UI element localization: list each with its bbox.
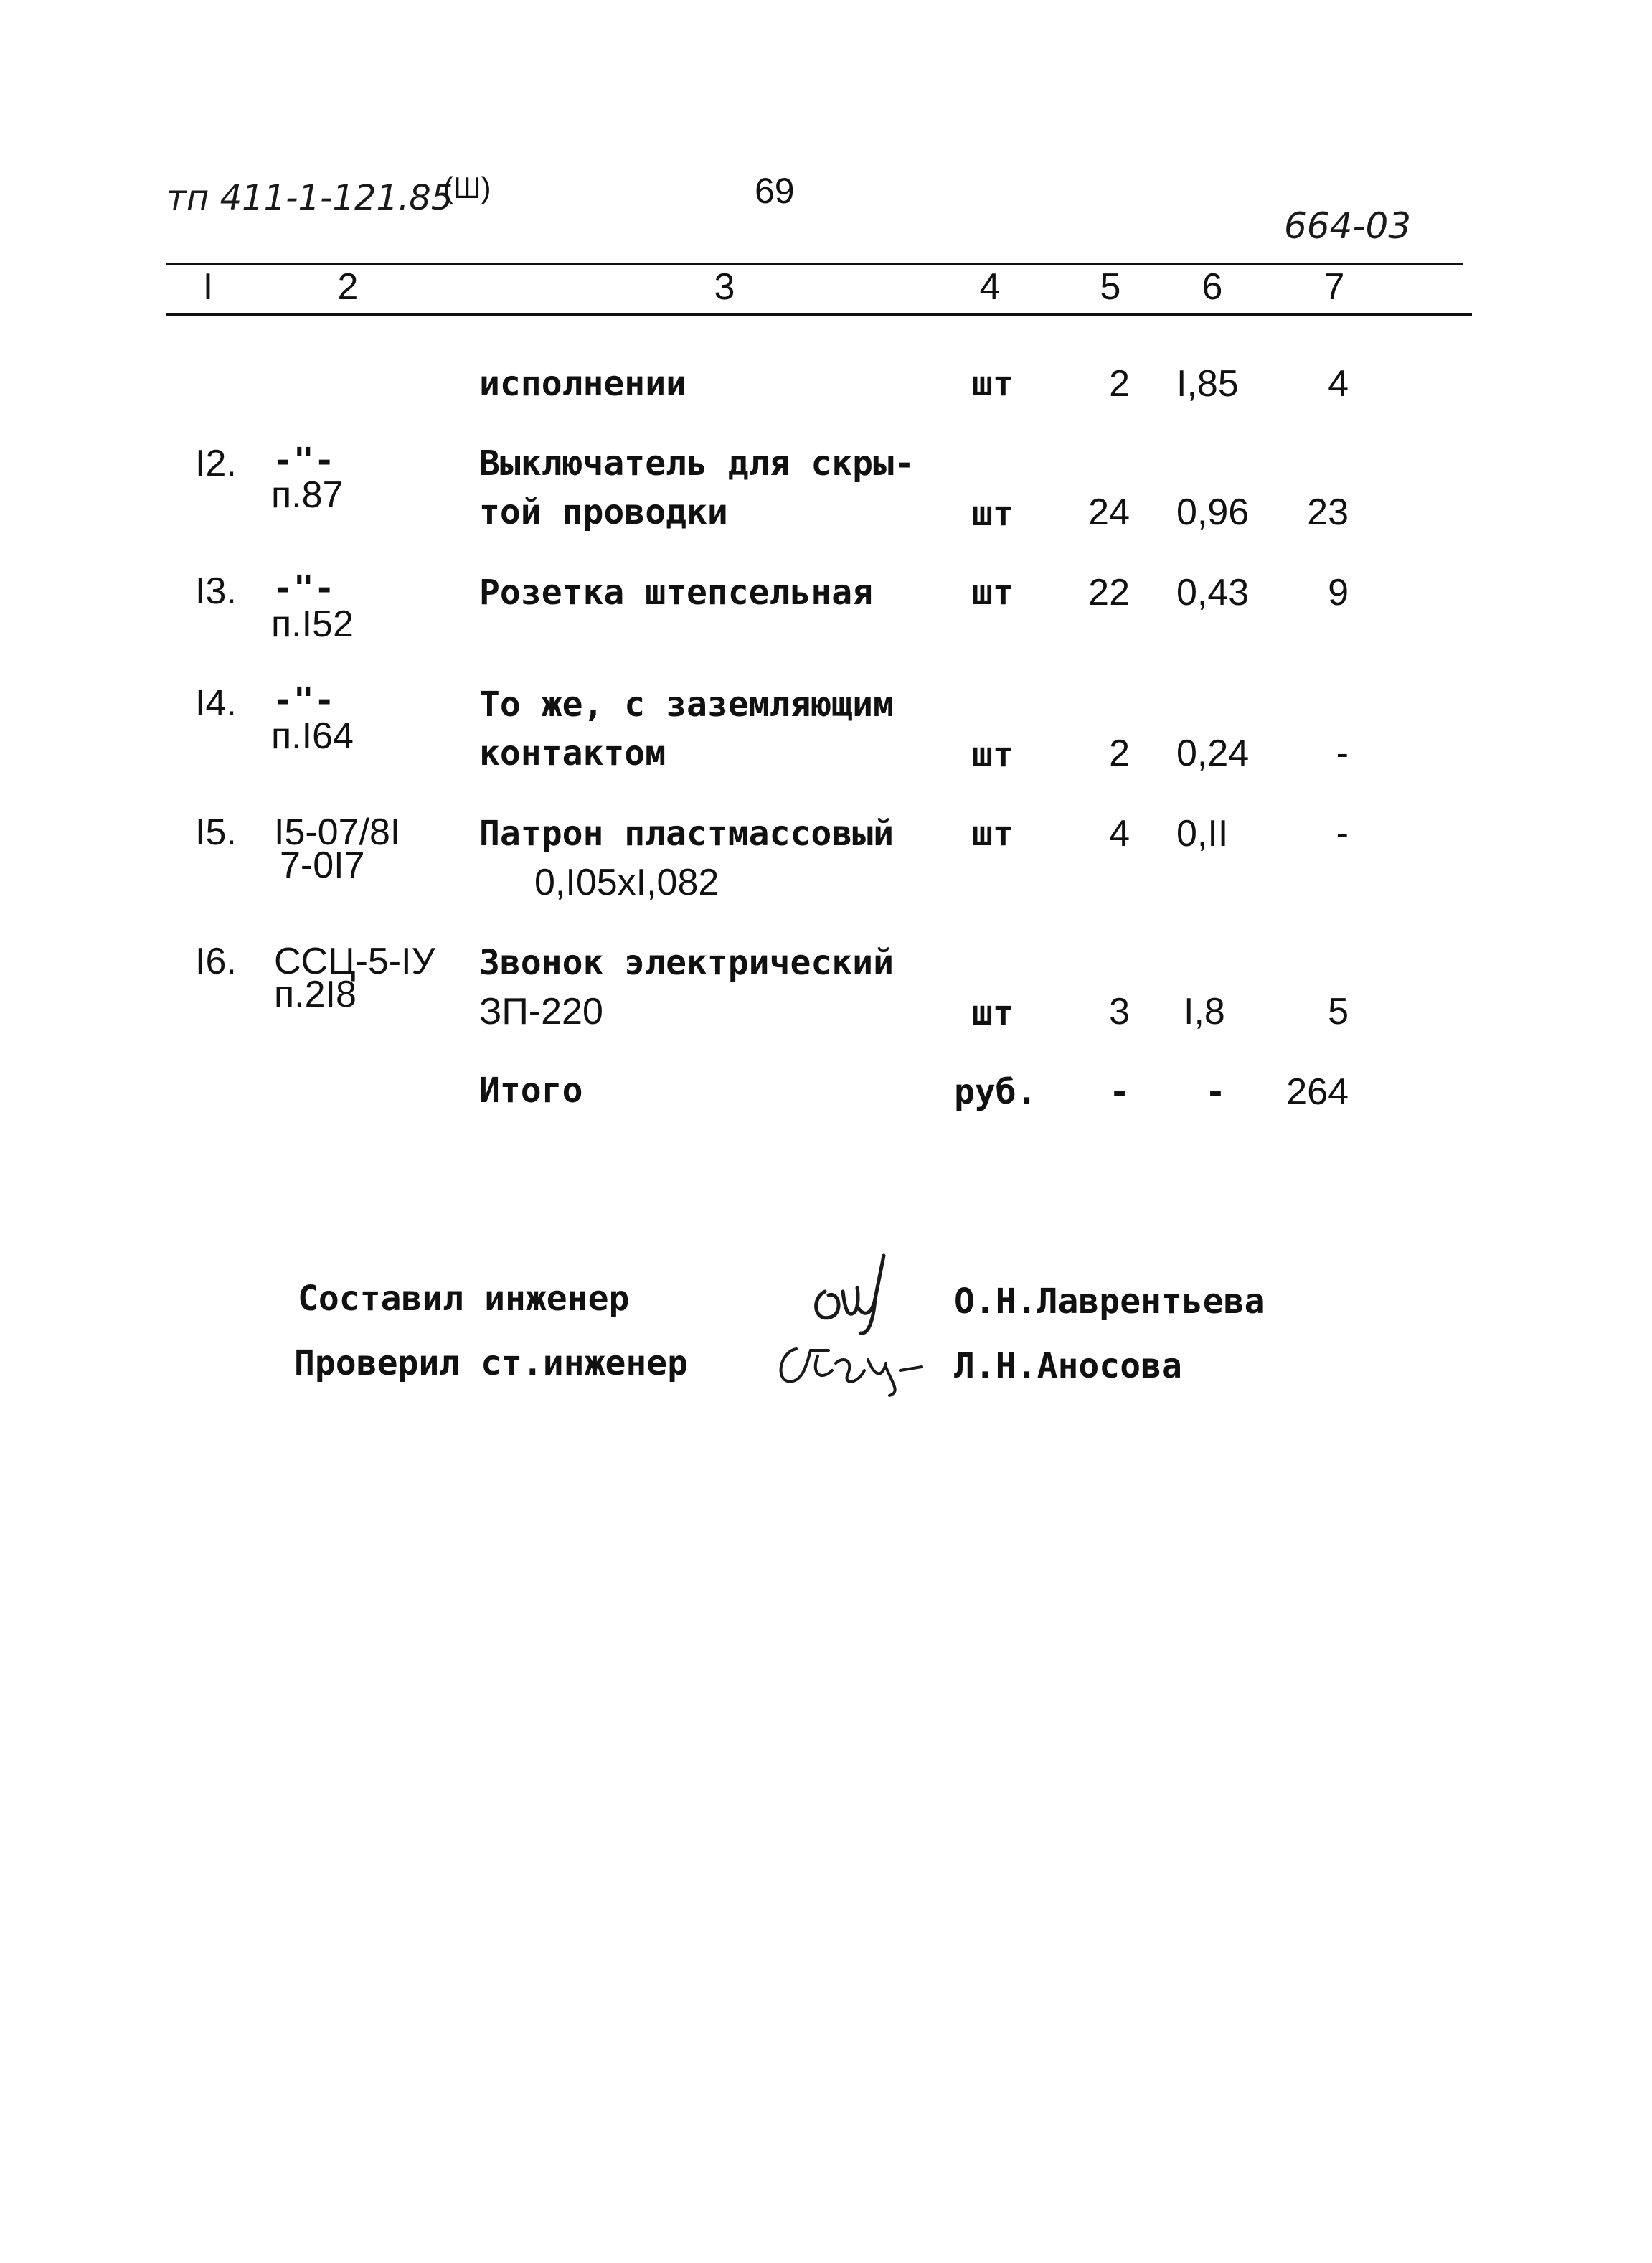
total-sum: 264: [1286, 1071, 1349, 1113]
item-reference-line1: -"-: [273, 568, 335, 608]
item-total: 5: [1328, 991, 1349, 1032]
item-name-line1: Розетка штепсельная: [479, 573, 874, 613]
column-header-5: 5: [1100, 266, 1121, 308]
column-header-2: 2: [337, 266, 359, 308]
item-price: 0,96: [1176, 491, 1250, 533]
item-total: 23: [1307, 491, 1349, 533]
item-price: I,85: [1176, 363, 1239, 405]
item-number: I2.: [195, 443, 237, 484]
item-unit: шт: [972, 573, 1014, 613]
item-name-line1: То же, с заземляющим: [479, 684, 894, 725]
checked-by-name: Л.Н.Аносова: [954, 1346, 1182, 1386]
item-number: I4.: [195, 682, 237, 724]
total-unit: руб.: [954, 1072, 1037, 1112]
item-reference-line2: п.2I8: [274, 974, 357, 1015]
sheet-code: 664-03: [1284, 205, 1412, 247]
item-unit: шт: [972, 993, 1014, 1033]
total-price: -: [1205, 1072, 1226, 1112]
column-header-6: 6: [1202, 266, 1223, 308]
item-reference-line2: п.I52: [271, 603, 354, 645]
item-reference-line1: ССЦ-5-IУ: [274, 941, 435, 982]
page-number: 69: [755, 171, 795, 211]
column-header-1: I: [202, 266, 214, 308]
item-price: 0,II: [1176, 813, 1229, 855]
item-unit: шт: [972, 735, 1014, 775]
item-total: 4: [1328, 363, 1349, 405]
item-name-line1: Звонок электрический: [479, 943, 894, 983]
item-price: I,8: [1184, 991, 1225, 1032]
total-quantity: -: [1109, 1072, 1130, 1112]
item-unit: шт: [972, 494, 1014, 534]
item-quantity: 4: [1109, 813, 1130, 855]
item-reference-line2: п.I64: [271, 715, 354, 757]
item-name-line2: контактом: [479, 733, 666, 773]
table-header-rule: [166, 313, 1472, 316]
item-reference-line2: 7-0I7: [280, 844, 365, 886]
item-number: I3.: [195, 570, 237, 612]
item-reference-line1: -"-: [273, 441, 335, 481]
item-unit: шт: [972, 364, 1014, 404]
checker-signature: [768, 1335, 933, 1399]
column-header-4: 4: [979, 266, 1001, 308]
compiled-by-name: О.Н.Лаврентьева: [954, 1281, 1265, 1322]
item-quantity: 3: [1109, 991, 1130, 1032]
item-reference-line1: I5-07/8I: [274, 811, 401, 853]
document-code: тп 411-1-121.85: [166, 178, 453, 218]
item-total: 9: [1328, 572, 1349, 613]
item-name-line1: Патрон пластмассовый: [479, 814, 894, 854]
item-quantity: 24: [1088, 491, 1130, 533]
item-name-line1: Выключатель для скры-: [479, 443, 915, 484]
column-header-3: 3: [714, 266, 735, 308]
item-price: 0,43: [1176, 572, 1250, 613]
item-number: I6.: [195, 941, 237, 982]
item-unit: шт: [972, 814, 1014, 854]
item-name-line2: той проводки: [479, 492, 728, 532]
item-price: 0,24: [1176, 733, 1250, 774]
item-quantity: 2: [1109, 733, 1130, 774]
item-quantity: 22: [1088, 572, 1130, 613]
total-label: Итого: [479, 1071, 583, 1111]
item-reference-line2: п.87: [271, 474, 344, 516]
item-name-line2: ЗП-220: [479, 991, 603, 1032]
column-header-7: 7: [1323, 266, 1345, 308]
item-quantity: 2: [1109, 363, 1130, 405]
item-total: -: [1336, 733, 1349, 774]
item-reference-line1: -"-: [273, 680, 335, 720]
item-name-line1: исполнении: [479, 364, 686, 404]
compiled-by-label: Составил инженер: [298, 1279, 630, 1319]
item-total: -: [1336, 813, 1349, 855]
document-volume: (Ш): [443, 171, 491, 204]
item-name-line2: 0,I05xI,082: [534, 862, 719, 903]
item-number: I5.: [195, 811, 237, 853]
checked-by-label: Проверил ст.инженер: [294, 1343, 689, 1383]
compiler-signature: [803, 1248, 904, 1342]
